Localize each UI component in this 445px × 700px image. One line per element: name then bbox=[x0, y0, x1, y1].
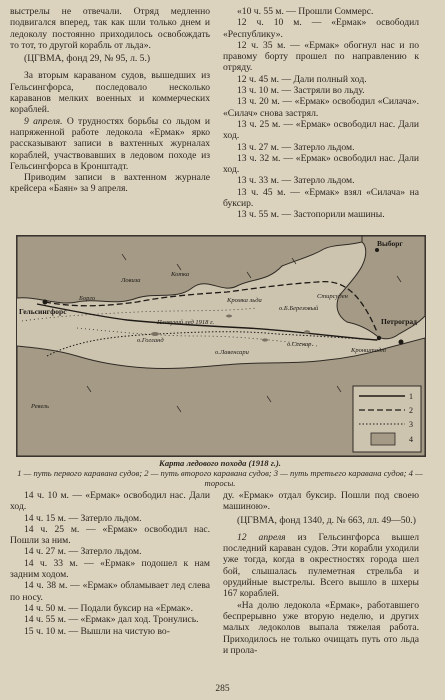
legend-label-3: 3 bbox=[409, 420, 413, 429]
map-label-loviza: Ловиза bbox=[121, 277, 141, 284]
log-entry: 13 ч. 32 м. — «Ермак» освободил нас. Дали ход. bbox=[223, 152, 419, 176]
caption-text: 1 — путь первого каравана судов; 2 — путь второго каравана судов; 3 — путь третьего каравана судов; 4 — торосы. bbox=[17, 468, 423, 488]
ice-campaign-map bbox=[16, 235, 426, 457]
log-entry: 14 ч. 33 м. — «Ермак» подошел к нам задним ходом. bbox=[10, 557, 210, 581]
paragraph-dated bbox=[10, 116, 210, 172]
date-label: 9 апреля. bbox=[24, 115, 63, 127]
paragraph-text: из Гельсингфорса вышел последний караван судов. Эти корабли уходили уже тогда, когда в окрестностях города шел бой, слышалась пулеметная стрельба и орудийные выстрелы. Всего вышло в шхеры 167 кораблей. bbox=[223, 531, 419, 600]
map-label-borgo: Борго bbox=[79, 295, 96, 302]
paragraph: «На долю ледокола «Ермак», работавшего беспрерывно уже вторую неделю, и других малых ледоколов выпала тяжелая работа. Приходилось не только очищать путь ото льда и прола- bbox=[223, 599, 419, 656]
left-column-top bbox=[10, 6, 210, 195]
map-label-seskar: о.Сескар bbox=[287, 341, 312, 348]
right-column-top bbox=[223, 6, 419, 221]
map-label-vyborg: Выборг bbox=[377, 239, 403, 248]
log-entry: 14 ч. 15 м. — Затерло льдом. bbox=[24, 512, 142, 524]
log-entry: 12 ч. 10 м. — «Ермак» освободил «Республику». bbox=[223, 17, 419, 40]
map-label-revel: Ревель bbox=[31, 403, 49, 410]
page-number: 285 bbox=[215, 684, 230, 694]
map-label-kotka: Котка bbox=[171, 271, 190, 278]
log-entry: 14 ч. 27 м. — Затерло льдом. bbox=[24, 546, 142, 558]
archive-reference: (ЦГВМА, фонд 29, № 95, л. 5.) bbox=[24, 53, 151, 65]
log-entry: 12 ч. 35 м. — «Ермак» обогнул нас и по правому борту прошел по направлению к отряду. bbox=[223, 39, 419, 74]
paragraph: Приводим записи в вахтенном журнале крейсера «Баян» за 9 апреля. bbox=[10, 172, 210, 195]
log-entry: 14 ч. 50 м. — Подали буксир на «Ермак». bbox=[24, 602, 194, 614]
log-entry: 12 ч. 45 м. — Дали полный ход. bbox=[237, 73, 367, 85]
log-entry: 13 ч. 55 м. — Застопорили машины. bbox=[237, 209, 385, 221]
map-drawing bbox=[17, 236, 425, 456]
log-entry: 14 ч. 55 м. — «Ермак» дал ход. Тронулись. bbox=[24, 614, 199, 626]
map-label-b-berezovy: о.Б.Березовый bbox=[279, 305, 319, 312]
paragraph-dated bbox=[223, 532, 419, 600]
archive-reference: (ЦГВМА, фонд 1340, д. № 663, лл. 49—50.) bbox=[237, 514, 416, 526]
paragraph: ду. «Ермак» отдал буксир. Пошли под своею машиною». bbox=[223, 490, 419, 513]
legend-label-2: 2 bbox=[409, 406, 413, 415]
map-label-kronstadt: Кронштадт bbox=[351, 347, 386, 354]
log-entry: 13 ч. 25 м. — «Ермак» освободил нас. Дали ход. bbox=[223, 118, 419, 142]
map-caption bbox=[16, 458, 424, 488]
map-label-lavensari: о.Лавенсари bbox=[215, 349, 249, 356]
log-entry: 14 ч. 38 м. — «Ермак» обламывает лед слева по носу. bbox=[10, 580, 210, 603]
map-label-petrograd: Петроград bbox=[381, 317, 417, 326]
log-entry: 13 ч. 27 м. — Затерло льдом. bbox=[237, 141, 355, 153]
map-legend bbox=[353, 386, 421, 452]
paragraph: выстрелы не отвечали. Отряд медленно подвигался вперед, так как шли только днем и ледоколу постоянно приходилось освобождать то тот, то другой корабль от льда». bbox=[10, 6, 210, 51]
log-entry: 13 ч. 10 м. — Застряли во льду. bbox=[237, 85, 365, 97]
log-entry: 14 ч. 10 м. — «Ермак» освободил нас. Дали ход. bbox=[10, 490, 210, 513]
map-label-stirsuden: Стирсуден bbox=[317, 293, 348, 300]
log-entry: 15 ч. 10 м. — Вышли на чистую во- bbox=[24, 625, 170, 637]
log-entry: «10 ч. 55 м. — Прошли Соммерс. bbox=[237, 6, 374, 17]
map-label-ice-limit: Плавучий лед 1918 г. bbox=[157, 319, 215, 326]
log-entry: 13 ч. 20 м. — «Ермак» освободил «Силача». «Силач» снова застрял. bbox=[223, 96, 419, 119]
paragraph: За вторым караваном судов, вышедших из Гельсингфорса, последовало несколько караванов мелких военных и коммерческих кораблей. bbox=[10, 70, 210, 116]
date-label: 12 апреля bbox=[237, 531, 286, 543]
map-label-helsingfors: Гельсингфорс bbox=[19, 307, 67, 316]
paragraph-text: О трудностях борьбы со льдом и напряженной работе ледокола «Ермак» ярко рассказывают записи в вахтенных журналах кораблей, участвовавших в ледовом походе из Гельсингфорса в Кронштадт. bbox=[10, 115, 210, 172]
legend-label-4: 4 bbox=[409, 435, 413, 444]
right-column-bottom bbox=[223, 490, 419, 656]
legend-label-1: 1 bbox=[409, 392, 413, 401]
log-entry: 13 ч. 45 м. — «Ермак» взял «Силача» на буксир. bbox=[223, 186, 419, 210]
log-entry: 14 ч. 25 м. — «Ермак» освободил нас. Пошли за ним. bbox=[10, 523, 210, 547]
left-column-bottom bbox=[10, 490, 210, 637]
map-label-gogland: о.Гогланд bbox=[137, 337, 164, 344]
map-label-ice-edge: Кромка льда bbox=[227, 297, 262, 304]
log-entry: 13 ч. 33 м. — Затерло льдом. bbox=[237, 175, 355, 187]
caption-title: Карта ледового похода (1918 г.). bbox=[159, 458, 281, 468]
